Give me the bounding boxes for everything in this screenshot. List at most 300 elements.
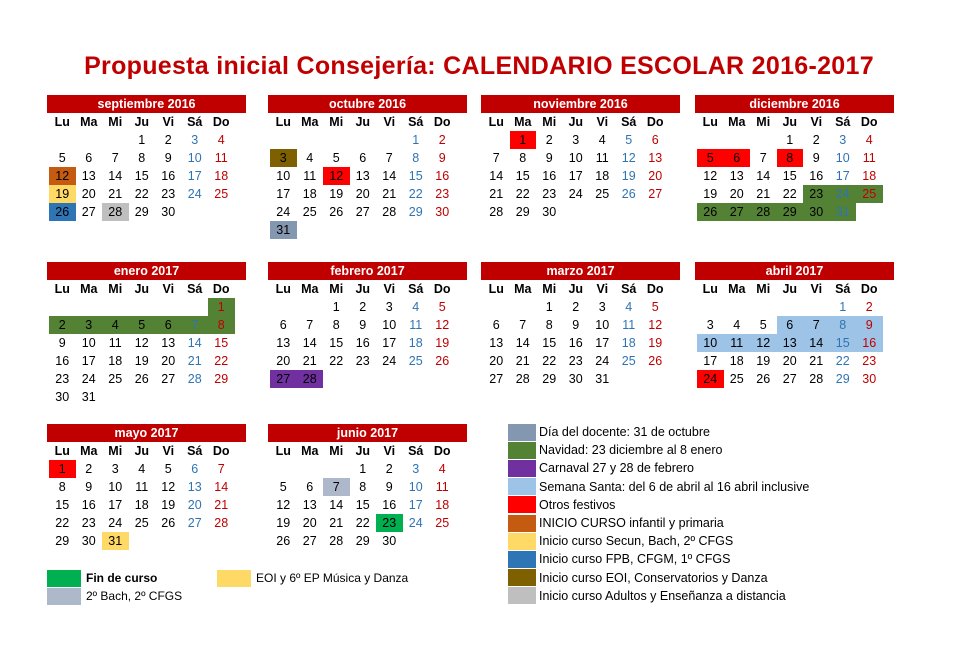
- weekday-header: Do: [212, 115, 230, 129]
- weekday-header: Do: [433, 115, 451, 129]
- day-cell: 22: [55, 516, 70, 530]
- day-cell: 7: [803, 316, 830, 334]
- day-cell: 22: [835, 354, 850, 368]
- day-cell: 11: [108, 336, 122, 350]
- day-cell: 28: [809, 372, 824, 386]
- day-cell: 11: [409, 318, 423, 332]
- day-cell: 24: [830, 185, 857, 203]
- weekday-row: [49, 442, 244, 460]
- day-cell: 25: [435, 516, 450, 530]
- day-cell: 10: [835, 151, 850, 165]
- day-cell: 3: [412, 462, 420, 476]
- day-cell: 24: [276, 205, 291, 219]
- day-cell: 18: [435, 498, 450, 512]
- day-cell: 3: [572, 133, 580, 147]
- weekday-header: Ju: [134, 282, 150, 296]
- day-cell: 7: [519, 318, 527, 332]
- day-cell: 18: [408, 336, 423, 350]
- day-cell: 19: [621, 169, 636, 183]
- day-cell: 9: [58, 336, 66, 350]
- weekday-header: Ju: [134, 444, 150, 458]
- weekday-header: Sá: [621, 115, 637, 129]
- weekday-header: Mi: [329, 115, 344, 129]
- day-cell: 30: [862, 372, 877, 386]
- weekday-header: Vi: [162, 115, 175, 129]
- day-cell: 12: [648, 318, 663, 332]
- weekday-header: Ma: [514, 115, 532, 129]
- day-cell: 26: [276, 534, 291, 548]
- day-cell: 10: [276, 169, 291, 183]
- day-cell: 28: [515, 372, 530, 386]
- day-cell: 15: [515, 169, 530, 183]
- legend-fin-curso: [47, 569, 157, 587]
- day-cell: 18: [214, 169, 229, 183]
- weekday-header: Ma: [80, 282, 98, 296]
- day-cell: 22: [515, 187, 530, 201]
- day-cell: 29: [777, 203, 804, 221]
- legend-swatch: [508, 587, 536, 604]
- day-cell: 8: [138, 151, 146, 165]
- day-cell: 8: [777, 149, 804, 167]
- weekday-header: Lu: [275, 444, 291, 458]
- weekday-header: Do: [646, 115, 664, 129]
- weekday-header: Ma: [80, 444, 98, 458]
- day-cell: 29: [355, 534, 370, 548]
- day-cell: 6: [724, 149, 751, 167]
- day-cell: 2: [438, 133, 446, 147]
- day-cell: 16: [55, 354, 70, 368]
- day-cell: 8: [359, 480, 367, 494]
- day-cell: 7: [759, 151, 767, 165]
- day-cell: 28: [489, 205, 504, 219]
- weekday-header: Do: [433, 282, 451, 296]
- weekday-header: Do: [646, 282, 664, 296]
- day-cell: 20: [648, 169, 663, 183]
- day-cell: 9: [812, 151, 820, 165]
- day-cell: 28: [329, 534, 344, 548]
- day-cell: 19: [329, 187, 344, 201]
- day-cell: 25: [408, 354, 423, 368]
- legend-label: Inicio curso EOI, Conservatorios y Danza: [539, 570, 768, 585]
- fin-curso-swatch: [47, 570, 81, 587]
- day-cell: 22: [214, 354, 229, 368]
- day-cell: 31: [270, 221, 297, 239]
- month-8: [49, 424, 244, 550]
- day-cell: 8: [545, 318, 553, 332]
- day-cell: 29: [55, 534, 70, 548]
- day-cell: 16: [382, 498, 397, 512]
- day-cell: 12: [703, 169, 718, 183]
- legend: [508, 423, 928, 605]
- day-cell: 23: [542, 187, 557, 201]
- day-cell: 17: [187, 169, 202, 183]
- day-cell: 25: [108, 372, 123, 386]
- day-cell: 15: [408, 169, 423, 183]
- day-cell: 15: [355, 498, 370, 512]
- weekday-header: Ju: [355, 444, 371, 458]
- day-cell: 7: [306, 318, 314, 332]
- day-cell: 23: [568, 354, 583, 368]
- weekday-header: Ju: [782, 115, 798, 129]
- day-cell: 6: [359, 151, 367, 165]
- day-cell: 13: [187, 480, 202, 494]
- fin-curso-label: Fin de curso: [86, 571, 158, 585]
- day-cell: 24: [187, 187, 202, 201]
- day-cell: 2: [812, 133, 820, 147]
- day-cell: 21: [489, 187, 504, 201]
- month-header: mayo 2017: [47, 424, 246, 442]
- day-cell: 21: [382, 187, 397, 201]
- day-cell: 27: [355, 205, 370, 219]
- day-cell: 15: [55, 498, 70, 512]
- day-cell: 9: [385, 480, 393, 494]
- legend-item: [508, 514, 928, 532]
- weekday-row: [49, 113, 244, 131]
- day-cell: 9: [856, 316, 883, 334]
- legend-eoi-musica: [217, 569, 408, 587]
- day-cell: 3: [111, 462, 119, 476]
- day-cell: 8: [412, 151, 420, 165]
- day-cell: 11: [862, 151, 876, 165]
- day-cell: 30: [542, 205, 557, 219]
- day-cell: 1: [786, 133, 794, 147]
- day-cell: 5: [129, 316, 156, 334]
- legend-item: [508, 441, 928, 459]
- day-cell: 3: [839, 133, 847, 147]
- day-cell: 4: [102, 316, 129, 334]
- day-cell: 24: [595, 354, 610, 368]
- day-cell: 30: [161, 205, 176, 219]
- day-cell: 14: [382, 169, 397, 183]
- day-cell: 7: [385, 151, 393, 165]
- day-cell: 27: [724, 203, 751, 221]
- weekday-header: Ju: [134, 115, 150, 129]
- day-cell: 30: [81, 534, 96, 548]
- legend-item: [508, 478, 928, 496]
- legend-label: Carnaval 27 y 28 de febrero: [539, 461, 694, 476]
- weekday-header: Sá: [835, 115, 851, 129]
- day-cell: 4: [306, 151, 314, 165]
- day-cell: 17: [835, 169, 850, 183]
- weekday-header: Lu: [275, 282, 291, 296]
- day-cell: 29: [134, 205, 149, 219]
- legend-label: Inicio curso Secun, Bach, 2º CFGS: [539, 534, 734, 549]
- day-grid: [49, 131, 244, 221]
- day-cell: 11: [435, 480, 449, 494]
- day-cell: 6: [279, 318, 287, 332]
- day-cell: 4: [217, 133, 225, 147]
- day-cell: 23: [161, 187, 176, 201]
- day-cell: 20: [81, 187, 96, 201]
- day-cell: 24: [81, 372, 96, 386]
- day-cell: 19: [161, 498, 176, 512]
- day-cell: 27: [302, 534, 317, 548]
- weekday-row: [483, 280, 678, 298]
- weekday-header: Ma: [80, 115, 98, 129]
- day-cell: 26: [134, 372, 149, 386]
- day-cell: 18: [595, 169, 610, 183]
- day-cell: 28: [750, 203, 777, 221]
- day-cell: 21: [809, 354, 824, 368]
- day-cell: 11: [214, 151, 228, 165]
- day-cell: 11: [303, 169, 317, 183]
- weekday-header: Lu: [54, 282, 70, 296]
- day-cell: 22: [408, 187, 423, 201]
- page-title: Propuesta inicial Consejería: CALENDARIO ESCOLAR 2016-2017: [84, 52, 874, 80]
- legend-swatch: [508, 460, 536, 477]
- day-cell: 27: [782, 372, 797, 386]
- weekday-header: Vi: [383, 282, 396, 296]
- day-cell: 27: [489, 372, 504, 386]
- day-cell: 12: [161, 480, 176, 494]
- day-cell: 23: [81, 516, 96, 530]
- day-cell: 12: [435, 318, 450, 332]
- legend-item: [508, 550, 928, 568]
- day-cell: 18: [134, 498, 149, 512]
- legend-item: [508, 459, 928, 477]
- legend-label: Día del docente: 31 de octubre: [539, 425, 710, 440]
- day-cell: 21: [329, 516, 344, 530]
- legend-swatch: [508, 569, 536, 586]
- day-grid: [697, 298, 892, 388]
- day-cell: 7: [182, 316, 209, 334]
- day-cell: 14: [489, 169, 504, 183]
- day-cell: 10: [595, 318, 610, 332]
- day-cell: 7: [111, 151, 119, 165]
- day-cell: 3: [191, 133, 199, 147]
- day-cell: 3: [706, 318, 714, 332]
- day-cell: 13: [777, 334, 804, 352]
- day-cell: 2: [164, 133, 172, 147]
- day-cell: 6: [651, 133, 659, 147]
- day-cell: 20: [729, 187, 744, 201]
- day-cell: 12: [750, 334, 777, 352]
- day-cell: 26: [648, 354, 663, 368]
- weekday-header: Vi: [383, 115, 396, 129]
- day-cell: 8: [58, 480, 66, 494]
- weekday-header: Ju: [355, 115, 371, 129]
- legend-item: [508, 587, 928, 605]
- day-cell: 20: [276, 354, 291, 368]
- legend-item: [508, 496, 928, 514]
- day-cell: 14: [214, 480, 229, 494]
- weekday-header: Do: [860, 282, 878, 296]
- legend-item: [508, 532, 928, 550]
- day-cell: 15: [782, 169, 797, 183]
- day-cell: 21: [214, 498, 229, 512]
- day-cell: 20: [302, 516, 317, 530]
- weekday-header: Mi: [108, 444, 123, 458]
- day-cell: 19: [435, 336, 450, 350]
- day-cell: 10: [81, 336, 96, 350]
- legend-item: [508, 569, 928, 587]
- weekday-header: Ma: [728, 115, 746, 129]
- day-cell: 1: [49, 460, 76, 478]
- day-cell: 29: [408, 205, 423, 219]
- day-cell: 17: [595, 336, 610, 350]
- day-cell: 19: [648, 336, 663, 350]
- day-cell: 17: [108, 498, 123, 512]
- day-cell: 30: [435, 205, 450, 219]
- day-cell: 10: [382, 318, 397, 332]
- weekday-header: Ju: [568, 115, 584, 129]
- weekday-header: Do: [860, 115, 878, 129]
- day-cell: 12: [621, 151, 636, 165]
- day-cell: 5: [332, 151, 340, 165]
- weekday-header: Mi: [329, 444, 344, 458]
- weekday-header: Lu: [488, 282, 504, 296]
- month-header: junio 2017: [268, 424, 467, 442]
- day-cell: 6: [85, 151, 93, 165]
- day-cell: 28: [102, 203, 129, 221]
- legend-label: Semana Santa: del 6 de abril al 16 abril inclusive: [539, 479, 810, 494]
- day-cell: 14: [302, 336, 317, 350]
- day-cell: 2: [865, 300, 873, 314]
- day-cell: 17: [703, 354, 718, 368]
- bach2-label: 2º Bach, 2º CFGS: [86, 589, 183, 603]
- weekday-row: [483, 113, 678, 131]
- day-cell: 8: [519, 151, 527, 165]
- day-cell: 14: [108, 169, 123, 183]
- legend-label: Otros festivos: [539, 497, 616, 512]
- weekday-header: Ma: [301, 282, 319, 296]
- weekday-header: Sá: [187, 115, 203, 129]
- weekday-header: Ma: [514, 282, 532, 296]
- day-cell: 24: [108, 516, 123, 530]
- day-cell: 9: [545, 151, 553, 165]
- weekday-header: Vi: [810, 115, 823, 129]
- weekday-header: Mi: [756, 282, 771, 296]
- weekday-header: Mi: [108, 115, 123, 129]
- day-grid: [270, 298, 465, 388]
- month-header: marzo 2017: [481, 262, 680, 280]
- day-cell: 25: [856, 185, 883, 203]
- weekday-row: [270, 280, 465, 298]
- weekday-header: Ma: [728, 282, 746, 296]
- day-cell: 21: [187, 354, 202, 368]
- day-cell: 19: [134, 354, 149, 368]
- day-cell: 4: [733, 318, 741, 332]
- day-cell: 22: [329, 354, 344, 368]
- day-cell: 13: [302, 498, 317, 512]
- legend-label: Navidad: 23 diciembre al 8 enero: [539, 443, 723, 458]
- weekday-header: Mi: [329, 282, 344, 296]
- day-cell: 5: [697, 149, 724, 167]
- month-header: abril 2017: [695, 262, 894, 280]
- day-cell: 20: [782, 354, 797, 368]
- day-cell: 16: [435, 169, 450, 183]
- day-cell: 7: [217, 462, 225, 476]
- day-cell: 25: [621, 354, 636, 368]
- month-header: septiembre 2016: [47, 95, 246, 113]
- weekday-header: Ju: [568, 282, 584, 296]
- month-7: [697, 262, 892, 388]
- day-cell: 3: [270, 149, 297, 167]
- month-header: febrero 2017: [268, 262, 467, 280]
- day-cell: 22: [134, 187, 149, 201]
- day-cell: 26: [329, 205, 344, 219]
- day-cell: 20: [161, 354, 176, 368]
- day-grid: [49, 460, 244, 550]
- day-cell: 10: [568, 151, 583, 165]
- day-grid: [697, 131, 892, 221]
- month-6: [483, 262, 678, 388]
- weekday-header: Lu: [54, 115, 70, 129]
- weekday-header: Ma: [301, 115, 319, 129]
- day-cell: 29: [542, 372, 557, 386]
- day-cell: 17: [568, 169, 583, 183]
- day-cell: 12: [276, 498, 291, 512]
- day-cell: 14: [515, 336, 530, 350]
- day-cell: 9: [572, 318, 580, 332]
- day-cell: 16: [81, 498, 96, 512]
- legend-swatch: [508, 551, 536, 568]
- day-cell: 20: [355, 187, 370, 201]
- day-cell: 21: [302, 354, 317, 368]
- day-cell: 6: [492, 318, 500, 332]
- day-cell: 15: [134, 169, 149, 183]
- day-cell: 11: [724, 334, 751, 352]
- weekday-header: Vi: [383, 444, 396, 458]
- weekday-header: Mi: [542, 115, 557, 129]
- day-cell: 17: [382, 336, 397, 350]
- day-cell: 15: [830, 334, 857, 352]
- day-cell: 19: [276, 516, 291, 530]
- weekday-header: Sá: [621, 282, 637, 296]
- day-grid: [270, 131, 465, 239]
- month-2: [483, 95, 678, 221]
- weekday-header: Ma: [301, 444, 319, 458]
- day-cell: 18: [862, 169, 877, 183]
- day-cell: 20: [489, 354, 504, 368]
- day-cell: 9: [85, 480, 93, 494]
- month-header: diciembre 2016: [695, 95, 894, 113]
- day-cell: 16: [542, 169, 557, 183]
- day-cell: 30: [55, 390, 70, 404]
- weekday-header: Vi: [162, 444, 175, 458]
- day-grid: [483, 131, 678, 221]
- day-cell: 31: [102, 532, 129, 550]
- day-cell: 5: [651, 300, 659, 314]
- day-cell: 8: [332, 318, 340, 332]
- day-cell: 2: [359, 300, 367, 314]
- day-cell: 29: [515, 205, 530, 219]
- day-cell: 29: [835, 372, 850, 386]
- day-cell: 13: [81, 169, 96, 183]
- day-cell: 30: [803, 203, 830, 221]
- weekday-header: Sá: [835, 282, 851, 296]
- eoi-musica-swatch: [217, 570, 251, 587]
- legend-item: [508, 423, 928, 441]
- day-cell: 11: [135, 480, 149, 494]
- legend-swatch: [508, 533, 536, 550]
- day-cell: 26: [49, 203, 76, 221]
- legend-label: Inicio curso FPB, CFGM, 1º CFGS: [539, 552, 731, 567]
- bach2-swatch: [47, 588, 81, 605]
- weekday-header: Vi: [596, 282, 609, 296]
- day-cell: 28: [214, 516, 229, 530]
- month-5: [270, 262, 465, 388]
- day-cell: 13: [648, 151, 663, 165]
- day-cell: 25: [302, 205, 317, 219]
- day-cell: 6: [306, 480, 314, 494]
- weekday-row: [270, 442, 465, 460]
- month-1: [270, 95, 465, 239]
- day-cell: 11: [595, 151, 609, 165]
- day-cell: 12: [134, 336, 149, 350]
- legend-swatch: [508, 478, 536, 495]
- weekday-header: Mi: [756, 115, 771, 129]
